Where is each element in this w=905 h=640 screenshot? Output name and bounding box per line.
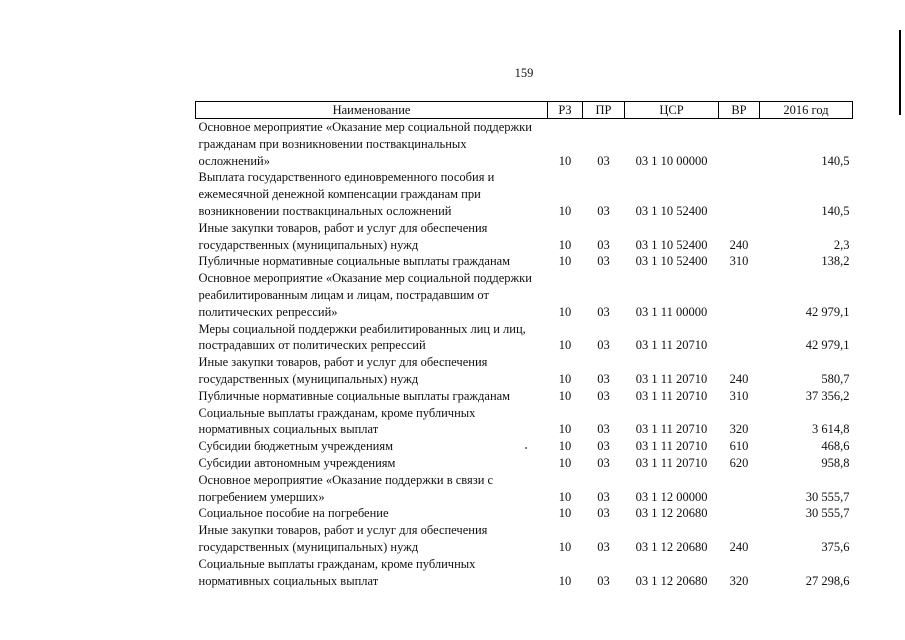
row-vr-cell: 320 — [729, 422, 749, 437]
table-row — [196, 522, 853, 556]
row-rz-cell: 10 — [558, 237, 572, 252]
row-rz-cell: 10 — [558, 304, 572, 319]
row-csr-cell: 03 1 11 20710 — [635, 371, 708, 386]
row-csr-cell: 03 1 10 52400 — [635, 254, 708, 269]
row-name-line: Социальное пособие на погребение — [198, 506, 389, 521]
row-pr-cell: 03 — [597, 371, 610, 386]
row-pr-cell: 03 — [597, 338, 610, 353]
header-year: 2016 год — [760, 102, 853, 119]
row-name-line: реабилитированным лицам и лицам, пострадавшим от — [198, 287, 489, 302]
table-row — [196, 472, 853, 506]
header-csr: ЦСР — [625, 102, 719, 119]
row-rz-cell: 10 — [558, 573, 572, 588]
row-name-line: Субсидии бюджетным учреждениям — [198, 439, 394, 454]
header-name: Наименование — [196, 102, 548, 119]
row-csr-cell: 03 1 10 00000 — [635, 153, 708, 168]
row-pr-cell: 03 — [597, 203, 610, 218]
row-name-cell — [196, 354, 548, 388]
row-rz-cell: 10 — [558, 539, 572, 554]
row-name-cell — [196, 388, 548, 405]
row-rz-cell: 10 — [558, 489, 572, 504]
table-row — [196, 169, 853, 219]
table-row — [196, 455, 853, 472]
row-name-line: Иные закупки товаров, работ и услуг для обеспечения — [198, 523, 488, 538]
row-rz-cell: 10 — [558, 388, 572, 403]
row-amount-cell: 27 298,6 — [805, 573, 850, 588]
row-name-line: осложнений» — [198, 153, 270, 168]
row-rz-cell: 10 — [558, 422, 572, 437]
row-csr-cell: 03 1 11 20710 — [635, 422, 708, 437]
row-pr-cell: 03 — [597, 388, 610, 403]
row-name-cell — [196, 438, 548, 455]
row-pr-cell: 03 — [597, 539, 610, 554]
table-row — [196, 270, 853, 320]
row-vr-cell: 320 — [729, 573, 749, 588]
row-name-line: пострадавших от политических репрессий — [198, 338, 426, 353]
row-name-line: Социальные выплаты гражданам, кроме публичных — [198, 556, 476, 571]
row-vr-cell — [719, 169, 760, 219]
row-vr-cell: 240 — [729, 539, 749, 554]
row-name-cell — [196, 556, 548, 590]
table-row — [196, 388, 853, 405]
row-name-cell — [196, 253, 548, 270]
row-rz-cell: 10 — [558, 338, 572, 353]
row-name-cell — [196, 220, 548, 254]
row-name-cell — [196, 405, 548, 439]
row-name-line: ежемесячной денежной компенсации гражданам при — [198, 187, 481, 202]
row-vr-cell — [719, 505, 760, 522]
row-name-line: Основное мероприятие «Оказание поддержки в связи с — [198, 472, 494, 487]
scan-edge-line — [899, 30, 901, 115]
row-vr-cell: 240 — [729, 371, 749, 386]
row-pr-cell: 03 — [597, 422, 610, 437]
table-row — [196, 321, 853, 355]
row-csr-cell: 03 1 11 20710 — [635, 455, 708, 470]
row-amount-cell: 37 356,2 — [805, 388, 850, 403]
row-rz-cell: 10 — [558, 254, 572, 269]
row-amount-cell: 140,5 — [821, 203, 850, 218]
row-rz-cell: 10 — [558, 506, 572, 521]
table-row — [196, 354, 853, 388]
row-amount-cell: 958,8 — [821, 455, 850, 470]
header-rz: РЗ — [548, 102, 583, 119]
row-name-line: возникновении поствакцинальных осложнений — [198, 203, 452, 218]
row-amount-cell: 375,6 — [821, 539, 850, 554]
row-name-line: нормативных социальных выплат — [198, 422, 379, 437]
row-pr-cell: 03 — [597, 254, 610, 269]
row-name-line: Публичные нормативные социальные выплаты гражданам — [198, 254, 511, 269]
row-amount-cell: 580,7 — [821, 371, 850, 386]
row-name-line: гражданам при возникновении поствакцинальных — [198, 136, 467, 151]
row-name-cell — [196, 522, 548, 556]
row-amount-cell: 42 979,1 — [805, 338, 850, 353]
table-row — [196, 253, 853, 270]
row-pr-cell: 03 — [597, 237, 610, 252]
row-vr-cell: 620 — [729, 455, 749, 470]
row-amount-cell: 140,5 — [821, 153, 850, 168]
row-pr-cell: 03 — [597, 304, 610, 319]
table-row — [196, 505, 853, 522]
row-pr-cell: 03 — [597, 153, 610, 168]
row-name-line: государственных (муниципальных) нужд — [198, 237, 419, 252]
row-csr-cell: 03 1 11 20710 — [635, 439, 708, 454]
row-name-cell — [196, 321, 548, 355]
row-vr-cell: 310 — [729, 388, 749, 403]
page-number: 159 — [514, 66, 534, 80]
row-pr-cell: 03 — [597, 573, 610, 588]
row-csr-cell: 03 1 10 52400 — [635, 203, 708, 218]
row-pr-cell: 03 — [597, 506, 610, 521]
row-amount-cell: 30 555,7 — [805, 489, 850, 504]
row-name-line: Иные закупки товаров, работ и услуг для обеспечения — [198, 220, 488, 235]
header-row — [196, 102, 853, 119]
row-pr-cell: 03 — [597, 489, 610, 504]
row-csr-cell: 03 1 12 20680 — [635, 573, 708, 588]
header-vr: ВР — [719, 102, 760, 119]
row-pr-cell: 03 — [597, 439, 610, 454]
row-name-cell — [196, 472, 548, 506]
row-rz-cell: 10 — [558, 439, 572, 454]
row-name-line: Основное мероприятие «Оказание мер социальной поддержки — [198, 120, 532, 134]
row-amount-cell: 2,3 — [833, 237, 850, 252]
row-name-line: Меры социальной поддержки реабилитированных лиц и лиц, — [198, 321, 526, 336]
row-amount-cell: 468,6 — [821, 439, 850, 454]
row-name-line: государственных (муниципальных) нужд — [198, 539, 419, 554]
row-rz-cell: 10 — [558, 153, 572, 168]
row-csr-cell: 03 1 11 00000 — [635, 304, 708, 319]
row-amount-cell: 30 555,7 — [805, 506, 850, 521]
table-row — [196, 220, 853, 254]
row-name-line: Публичные нормативные социальные выплаты гражданам — [198, 388, 511, 403]
row-name-line: политических репрессий» — [198, 304, 338, 319]
table-header — [196, 102, 853, 119]
row-csr-cell: 03 1 12 00000 — [635, 489, 708, 504]
row-vr-cell — [719, 119, 760, 170]
row-csr-cell: 03 1 11 20710 — [635, 388, 708, 403]
row-pr-cell: 03 — [597, 455, 610, 470]
row-vr-cell: 310 — [729, 254, 749, 269]
row-name-cell — [196, 119, 548, 170]
row-name-cell — [196, 169, 548, 219]
row-name-line: погребением умерших» — [198, 489, 325, 504]
row-name-cell — [196, 270, 548, 320]
row-name-cell — [196, 455, 548, 472]
row-name-line: Иные закупки товаров, работ и услуг для обеспечения — [198, 355, 488, 370]
row-name-line: государственных (муниципальных) нужд — [198, 371, 419, 386]
row-amount-cell: 138,2 — [821, 254, 850, 269]
row-rz-cell: 10 — [558, 203, 572, 218]
row-csr-cell: 03 1 11 20710 — [635, 338, 708, 353]
table-row — [196, 556, 853, 590]
row-vr-cell: 610 — [729, 439, 749, 454]
row-csr-cell: 03 1 12 20680 — [635, 539, 708, 554]
row-vr-cell — [719, 472, 760, 506]
row-vr-cell — [719, 270, 760, 320]
table-row — [196, 405, 853, 439]
row-name-line: Социальные выплаты гражданам, кроме публичных — [198, 405, 476, 420]
budget-table — [195, 101, 853, 589]
row-vr-cell: 240 — [729, 237, 749, 252]
row-name-line: нормативных социальных выплат — [198, 573, 379, 588]
table-row — [196, 119, 853, 170]
row-csr-cell: 03 1 10 52400 — [635, 237, 708, 252]
row-name-line: Выплата государственного единовременного пособия и — [198, 170, 495, 185]
row-name-cell — [196, 505, 548, 522]
row-csr-cell: 03 1 12 20680 — [635, 506, 708, 521]
table-row — [196, 438, 853, 455]
row-name-line: Субсидии автономным учреждениям — [198, 455, 396, 470]
row-amount-cell: 42 979,1 — [805, 304, 850, 319]
row-amount-cell: 3 614,8 — [812, 422, 850, 437]
row-name-line: Основное мероприятие «Оказание мер социальной поддержки — [198, 271, 532, 286]
header-pr: ПР — [583, 102, 625, 119]
row-rz-cell: 10 — [558, 455, 572, 470]
row-vr-cell — [719, 321, 760, 355]
row-rz-cell: 10 — [558, 371, 572, 386]
table-body — [196, 119, 853, 590]
